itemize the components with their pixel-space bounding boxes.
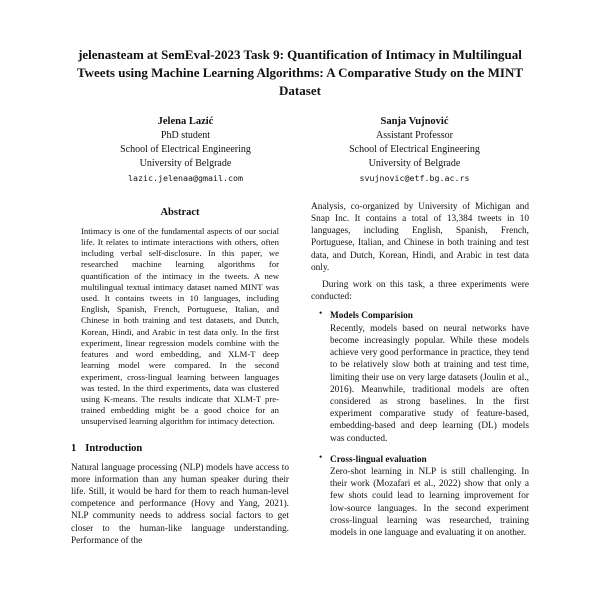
author-1-university: University of Belgrade [139, 158, 232, 170]
abstract-section [81, 207, 279, 428]
author-1-email: lazic.jelenaa@gmail.com [128, 172, 243, 183]
bullet-title: Models Comparision [330, 311, 413, 322]
author-1-name: Jelena Lazić [157, 115, 214, 127]
right-column [311, 201, 529, 548]
author-block [71, 114, 529, 185]
right-column-paragraph-1: Analysis, co-organized by University of Michigan and Snap Inc. It contains a total of 13,384 tweets in 10 languages, including English, Spanish, French, Portuguese, Italian, and Chinese in both training and test data, and Dutch, Korean, Hindi, and Arabic in test data only. [311, 201, 529, 273]
two-column-body [71, 201, 529, 548]
author-1-role: PhD student [160, 130, 211, 142]
author-1-affiliation: School of Electrical Engineering [120, 144, 251, 156]
bullet-icon: • [319, 309, 323, 320]
paper-page [71, 0, 529, 548]
abstract-text: Intimacy is one of the fundamental aspects of our social life. It relates to intimate interactions with others, often including verbal self-disclosure. In this paper, we researched machine learning algorithms for quantification of the intimacy in the tweets. A new multilingual textual intimacy dataset named MINT was used. It contains tweets in 10 languages, including English, Spanish, French, Portuguese, Italian, and Chinese in both training and test datasets, and Dutch, Korean, Hindi, and Arabic in test data only. In the first experiment, linear regression models combine with the features and word embedding, and XLM-T deep learning model were compared. In the second experiment, cross-lingual learning between languages was tested. In the third experiments, data was clustered using K-means. The results indicate that XLM-T pre-trained embedding might be a good choice for an unsupervised learning algorithm for intimacy detection. [81, 225, 279, 427]
bullet-icon: • [319, 452, 323, 463]
section-title: Introduction [85, 442, 143, 454]
bullet-cross-lingual-evaluation [319, 454, 529, 539]
bullet-models-comparision [319, 310, 529, 444]
author-2-university: University of Belgrade [368, 158, 461, 170]
author-1 [71, 114, 300, 185]
abstract-heading: Abstract [160, 206, 200, 218]
author-2 [300, 114, 529, 185]
author-2-name: Sanja Vujnović [380, 115, 449, 127]
section-heading-introduction [71, 443, 289, 454]
paper-title: jelenasteam at SemEval-2023 Task 9: Quantification of Intimacy in Multilingual Tweets using Machine Learning Algorithms: A Comparative Study on the MINT Dataset [76, 47, 524, 98]
introduction-paragraph: Natural language processing (NLP) models have access to more information than any human speaker during their life. Still, it would be hard for them to reach human-level competence and performance (Hovy and Yang, 2021). NLP community needs to address social factors to get closer to the human-like language understanding. Performance of the [71, 462, 289, 546]
author-2-email: svujnovic@etf.bg.ac.rs [359, 172, 470, 183]
left-column [71, 201, 289, 548]
right-column-paragraph-2: During work on this task, a three experiments were conducted: [311, 280, 529, 303]
bullet-text: Recently, models based on neural networks have become increasingly popular. While these models achieve very good performance in practice, they tend to be relatively slow both at training and test time, limiting their use on very large datasets (Joulin et al., 2016). Meanwhile, traditional models are often considered as strong baselines. In the first experiment comparative study of feature-based, embedding-based and deep learning (DL) models was conducted. [330, 323, 529, 444]
author-2-affiliation: School of Electrical Engineering [349, 144, 480, 156]
bullet-title: Cross-lingual evaluation [330, 454, 427, 465]
author-2-role: Assistant Professor [376, 130, 453, 142]
section-number: 1 [71, 442, 77, 454]
bullet-text: Zero-shot learning in NLP is still challenging. In their work (Mozafari et al., 2022) show that only a few shots could lead to learning improvement for low-source languages. In the second experiment cross-lingual learning was researched, training models in one language and evaluating it on another. [330, 466, 529, 538]
experiment-bullet-list [311, 310, 529, 539]
